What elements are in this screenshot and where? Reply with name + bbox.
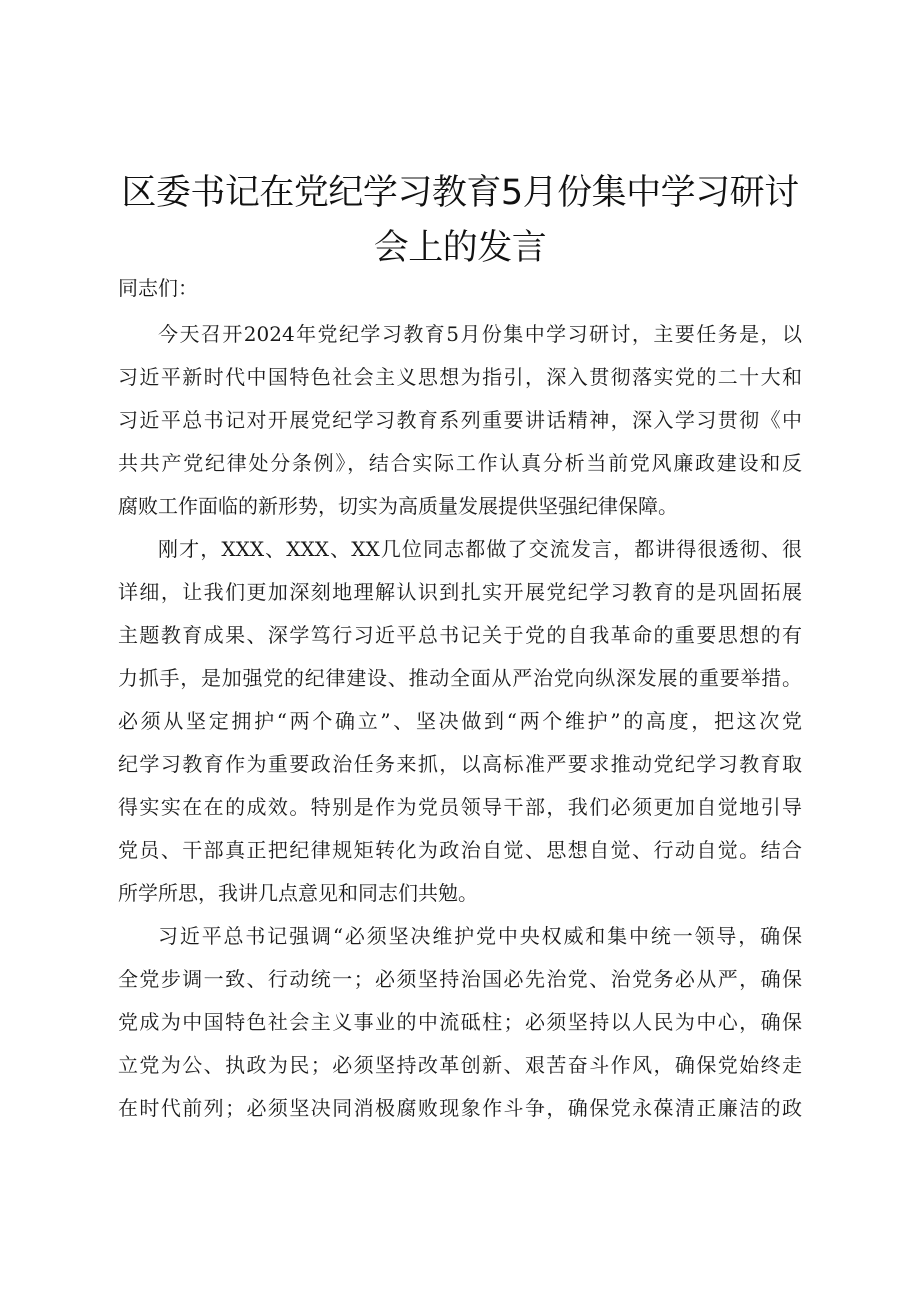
text-line: 共共产党纪律处分条例》，结合实际工作认真分析当前党风廉政建设和反 — [118, 451, 802, 475]
document-body — [118, 313, 802, 1130]
text-line: 立党为公、执政为民；必须坚持改革创新、艰苦奋斗作风，确保党始终走 — [118, 1053, 802, 1077]
text-line: 习近平总书记对开展党纪学习教育系列重要讲话精神，深入学习贯彻《中 — [118, 408, 802, 432]
salutation: 同志们： — [118, 276, 198, 300]
text-line: 必须从坚定拥护“两个确立”、坚决做到“两个维护”的高度，把这次党 — [118, 709, 802, 733]
text-line: 全党步调一致、行动统一；必须坚持治国必先治党、治党务必从严，确保 — [118, 967, 802, 991]
paragraph-2 — [118, 528, 802, 915]
text-line: 详细，让我们更加深刻地理解认识到扎实开展党纪学习教育的是巩固拓展 — [118, 580, 802, 604]
text-line: 在时代前列；必须坚决同消极腐败现象作斗争，确保党永葆清正廉洁的政 — [118, 1096, 802, 1120]
text-line: 习近平总书记强调“必须坚决维护党中央权威和集中统一领导，确保 — [158, 924, 802, 948]
text-line: 党成为中国特色社会主义事业的中流砥柱；必须坚持以人民为中心，确保 — [118, 1010, 802, 1034]
text-line: 刚才，XXX、XXX、XX几位同志都做了交流发言，都讲得很透彻、很 — [158, 537, 802, 561]
document-title-line-2: 会上的发言 — [373, 228, 547, 268]
text-line: 习近平新时代中国特色社会主义思想为指引，深入贯彻落实党的二十大和 — [118, 365, 802, 389]
text-line: 所学所思，我讲几点意见和同志们共勉。 — [118, 881, 478, 905]
text-line: 今天召开2024年党纪学习教育5月份集中学习研讨，主要任务是，以 — [158, 322, 802, 346]
paragraph-3 — [118, 915, 802, 1130]
text-line: 得实实在在的成效。特别是作为党员领导干部，我们必须更加自觉地引导 — [118, 795, 802, 819]
text-line: 腐败工作面临的新形势，切实为高质量发展提供坚强纪律保障。 — [118, 494, 678, 518]
document-title-line-1: 区委书记在党纪学习教育5月份集中学习研讨 — [121, 173, 799, 213]
text-line: 纪学习教育作为重要政治任务来抓，以高标准严要求推动党纪学习教育取 — [118, 752, 802, 776]
text-line: 党员、干部真正把纪律规矩转化为政治自觉、思想自觉、行动自觉。结合 — [118, 838, 802, 862]
text-line: 力抓手，是加强党的纪律建设、推动全面从严治党向纵深发展的重要举措。 — [118, 666, 802, 690]
paragraph-1 — [118, 313, 802, 528]
text-line: 主题教育成果、深学笃行习近平总书记关于党的自我革命的重要思想的有 — [118, 623, 802, 647]
